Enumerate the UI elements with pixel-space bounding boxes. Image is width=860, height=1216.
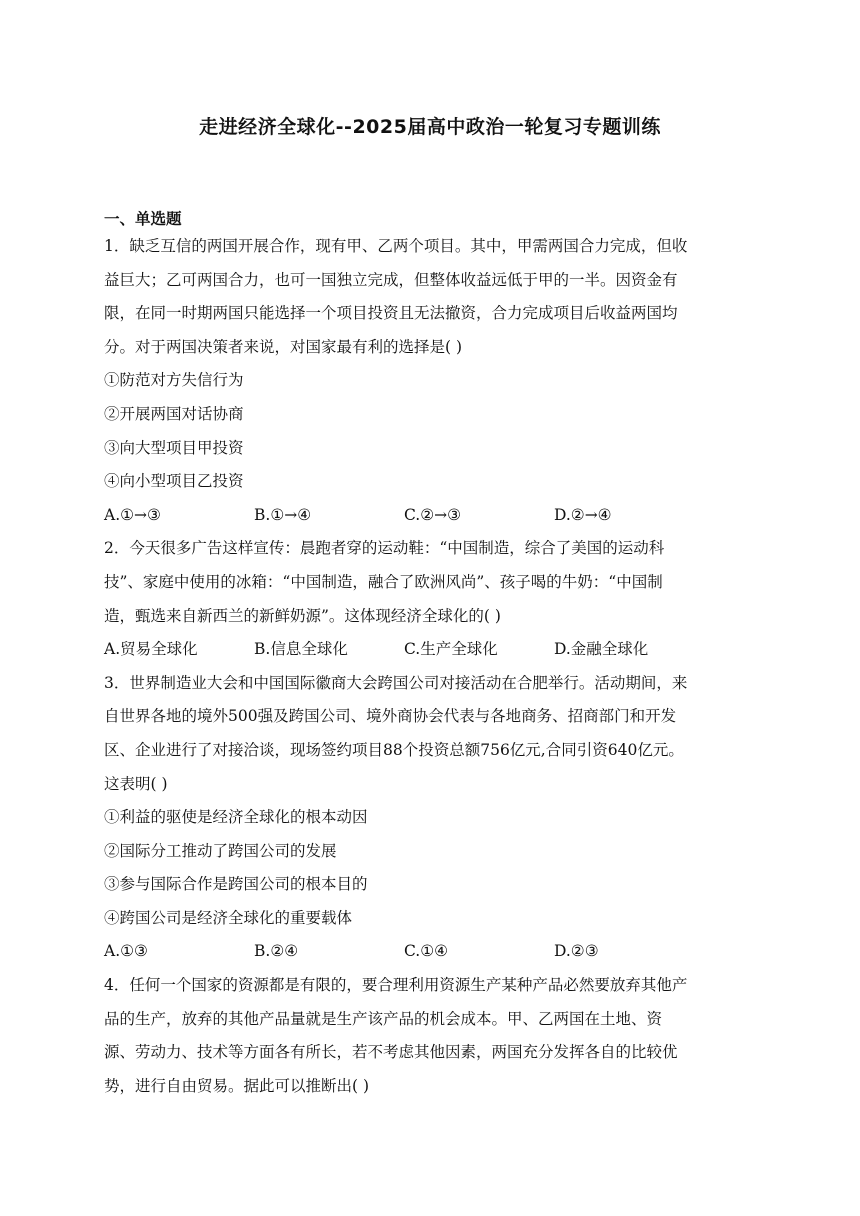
statement-item: ②国际分工推动了跨国公司的发展 (104, 841, 337, 860)
question-text-line: 分。对于两国决策者来说，对国家最有利的选择是( ) (104, 337, 463, 356)
option-c: C.②→③ (404, 505, 462, 524)
question-text-line: 2．今天很多广告这样宣传：晨跑者穿的运动鞋：“中国制造，综合了美国的运动科 (104, 539, 665, 558)
document-title: 走进经济全球化--2025届高中政治一轮复习专题训练 (199, 116, 661, 138)
answer-options (104, 499, 764, 533)
option-b: B.①→④ (254, 505, 312, 524)
statement-item: ②开展两国对话协商 (104, 404, 244, 423)
option-c: C.①④ (404, 942, 449, 961)
option-a: A.①③ (104, 942, 148, 961)
question-text-line: 1．缺乏互信的两国开展合作，现有甲、乙两个项目。其中，甲需两国合力完成，但收 (104, 237, 688, 255)
statement-item: ③参与国际合作是跨国公司的根本目的 (104, 875, 368, 894)
question-1 (104, 230, 764, 532)
statement-item: ④跨国公司是经济全球化的重要载体 (104, 908, 353, 927)
statement-item: ①利益的驱使是经济全球化的根本动因 (104, 808, 368, 827)
option-b: B.信息全球化 (254, 640, 348, 659)
option-d: D.金融全球化 (554, 640, 649, 659)
question-text-line: 限，在同一时期两国只能选择一个项目投资且无法撤资，合力完成项目后收益两国均 (104, 304, 678, 323)
option-d: D.②→④ (554, 505, 612, 524)
option-a: A.①→③ (104, 505, 161, 524)
question-text-line: 势，进行自由贸易。据此可以推断出( ) (104, 1076, 370, 1095)
question-text-line: 益巨大；乙可两国合力，也可一国独立完成，但整体收益远低于甲的一半。因资金有 (104, 270, 678, 289)
question-2 (104, 532, 764, 666)
statement-item: ①防范对方失信行为 (104, 371, 244, 390)
answer-options (104, 935, 764, 969)
statement-item: ③向大型项目甲投资 (104, 438, 244, 457)
answer-options (104, 633, 764, 667)
question-3 (104, 667, 764, 969)
option-c: C.生产全球化 (404, 640, 498, 659)
question-text-line: 源、劳动力、技术等方面各有所长，若不考虑其他因素，两国充分发挥各自的比较优 (104, 1043, 678, 1062)
question-4 (104, 969, 764, 1103)
question-text-line: 3．世界制造业大会和中国国际徽商大会跨国公司对接活动在合肥举行。活动期间，来 (104, 673, 688, 692)
question-text-line: 自世界各地的境外500强及跨国公司、境外商协会代表与各地商务、招商部门和开发 (104, 707, 677, 726)
document-body (104, 208, 764, 1103)
question-text-line: 技”、家庭中使用的冰箱：“中国制造，融合了欧洲风尚”、孩子喝的牛奶：“中国制 (104, 572, 663, 591)
option-b: B.②④ (254, 942, 299, 961)
option-a: A.贸易全球化 (104, 640, 198, 659)
question-text-line: 品的生产，放弃的其他产品量就是生产该产品的机会成本。甲、乙两国在土地、资 (104, 1009, 663, 1028)
question-text-line: 区、企业进行了对接洽谈，现场签约项目88个投资总额756亿元,合同引资640亿元。 (104, 740, 684, 759)
question-text-line: 造，甄选来自新西兰的新鲜奶源”。这体现经济全球化的( ) (104, 606, 501, 625)
section-heading: 一、单选题 (104, 210, 182, 228)
option-d: D.②③ (554, 942, 599, 961)
question-text-line: 这表明( ) (104, 774, 168, 793)
statement-item: ④向小型项目乙投资 (104, 472, 244, 491)
question-text-line: 4．任何一个国家的资源都是有限的，要合理利用资源生产某种产品必然要放弃其他产 (104, 976, 688, 995)
